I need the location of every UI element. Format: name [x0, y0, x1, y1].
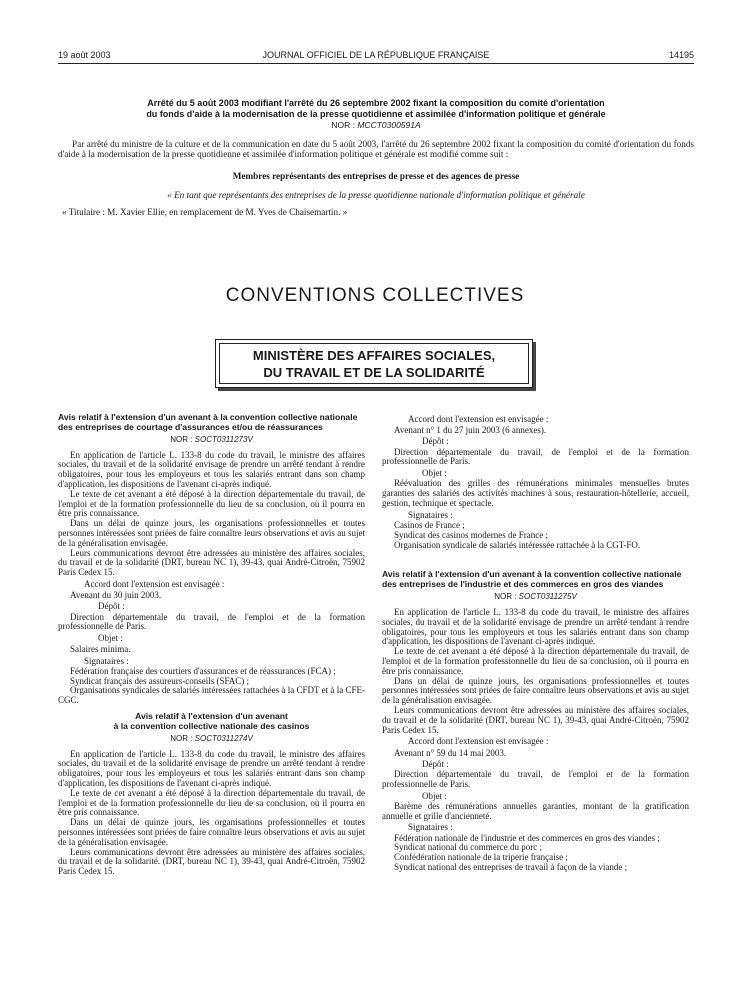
avis3-nor — [58, 734, 365, 744]
avis4-nor-code: SOCT0311275V — [518, 591, 577, 601]
arrete-section — [58, 98, 694, 217]
avis4-sig4: Syndicat national des entreprises de travail à façon de la viande ; — [394, 861, 628, 872]
page-header — [58, 50, 694, 64]
page-number: 14195 — [668, 50, 694, 60]
header-rule — [58, 63, 694, 64]
avis4-p4: Leurs communications devront être adressées au ministère des affaires sociales, du travail et de la solidarité (DRT, bureau NC 1), 39-43, quai André-Citroën, 75902 Paris Cedex 15. — [382, 704, 689, 735]
avis1-sig2: Syndicat français des assureurs-conseils (SFAC) ; — [70, 675, 250, 686]
avis3-title-line1: Avis relatif à l'extension d'un avenant — [135, 710, 288, 721]
ministry-box — [215, 339, 533, 388]
right-column — [382, 413, 689, 873]
avis3-p4: Leurs communications devront être adressées au ministère des affaires sociales, du travail et de la solidarité. (DRT, bureau NC 1), 39-43, quai André-Citroën, 75902 Paris Cedex 15. — [58, 846, 365, 877]
avis4-title: Avis relatif à l'extension d'un avenant à la convention collective nationale des entreprises de l'industrie et des commerces en gros des viandes — [382, 569, 682, 590]
arrete-nor — [58, 120, 694, 131]
conventions-title: CONVENTIONS COLLECTIVES — [225, 285, 525, 306]
avis1-depot-label: Dépôt : — [98, 601, 125, 612]
avis4-p3: Dans un délai de quinze jours, les organisations professionnelles et toutes personnes intéressées sont priées de faire connaître leurs observations et avis au sujet de la généralisation envisagée. — [382, 675, 689, 706]
avis3-title-line2: à la convention collective nationale des casinos — [113, 720, 310, 731]
arrete-title — [68, 98, 684, 120]
avis1-nor-code: SOCT0311273V — [194, 434, 253, 444]
avis4-sig2: Syndicat national du commerce du porc ; — [394, 842, 542, 853]
avis1-accord: Accord dont l'extension est envisagée : — [84, 578, 225, 589]
avis1-nor — [58, 435, 365, 445]
left-column — [58, 413, 365, 877]
avis2-sig2: Syndicat des casinos modernes de France ; — [394, 529, 548, 540]
avis1-avenant: Avenant du 30 juin 2003. — [70, 590, 162, 601]
avis2-accord: Accord dont l'extension est envisagée : — [408, 414, 549, 424]
avis2-depot: Direction départementale du travail, de l'emploi et de la formation professionnelle de Paris. — [382, 446, 689, 467]
avis1-title: Avis relatif à l'extension d'un avenant à la convention collective nationale des entreprises de courtage d'assurances et/ou de réassurances — [58, 412, 358, 432]
nor-label: NOR : — [331, 120, 355, 130]
avis1-sig1: Fédération française des courtiers d'assurances et de réassurances (FCA) ; — [70, 665, 336, 676]
avis4-nor — [382, 592, 689, 602]
avis4-nor-label: NOR : — [494, 591, 517, 601]
avis3-title — [58, 712, 365, 732]
avis3-p2: Le texte de cet avenant a été déposé à la direction départementale du travail, de l'emploi et de la formation professionnelle du lieu de sa conclusion, où il pourra en être pris connaissance. — [58, 787, 365, 818]
arrete-italic-line: « En tant que représentants des entreprises de la presse quotidienne nationale d'information politique et générale — [167, 189, 585, 200]
nor-code: MCCT0300591A — [357, 120, 421, 130]
header-date: 19 août 2003 — [58, 50, 111, 60]
avis4-p1: En application de l'article L. 133-8 du code du travail, le ministre des affaires sociales, du travail et de la solidarité envisage de prendre un arrêté tendant à rendre obligatoires, pour tous les employeurs et tous les salariés entrant dans son champ d'application, les dispositions de l'avenant ci-après indiqué. — [382, 606, 689, 647]
avis4-signataires-label: Signataires : — [408, 822, 453, 833]
journal-title: JOURNAL OFFICIEL DE LA RÉPUBLIQUE FRANÇAISE — [262, 50, 490, 60]
avis1-p1: En application de l'article L. 133-8 du code du travail, le ministre des affaires sociales, du travail et de la solidarité envisage de prendre un arrêté tendant à rendre obligatoires, pour tous les employeurs et tous les salariés entrant dans son champ d'application, les dispositions de l'avenant ci-après indiqué. — [58, 449, 365, 489]
avis4-depot: Direction départementale du travail, de l'emploi et de la formation professionnelle de Paris. — [382, 768, 689, 789]
avis4-objet: Barème des rémunérations annuelles garanties, montant de la gratification annuelle et grille d'ancienneté. — [382, 800, 689, 821]
avis2-depot-label: Dépôt : — [422, 436, 449, 447]
arrete-section-heading: Membres représentants des entreprises de presse et des agences de presse — [232, 170, 520, 181]
avis2-signataires-label: Signataires : — [408, 509, 453, 520]
avis1-p4: Leurs communications devront être adressées au ministère des affaires sociales, du travail et de la solidarité (DRT, bureau NC 1), 39-43, quai André-Citroën, 75902 Paris Cedex 15. — [58, 547, 365, 578]
avis3-p3: Dans un délai de quinze jours, les organisations professionnelles et toutes personnes intéressées sont priées de faire connaître leurs observations et avis au sujet de la généralisation envisagée. — [58, 817, 365, 847]
avis3-nor-code: SOCT0311274V — [194, 733, 253, 743]
avis1-p2: Le texte de cet avenant a été déposé à la direction départementale du travail, de l'emploi et de la formation professionnelle du lieu de sa conclusion, où il pourra en être pris connaissance. — [58, 488, 365, 519]
ministry-line1: MINISTÈRE DES AFFAIRES SOCIALES, — [252, 348, 496, 363]
avis1-objet-label: Objet : — [98, 633, 123, 644]
avis2-sig3: Organisation syndicale de salariés intéressée rattachée à la CGT-FO. — [394, 539, 641, 550]
arrete-title-line2: du fonds d'aide à la modernisation de la presse quotidienne et assimilée d'information politique et générale — [146, 109, 606, 119]
avis2-avenant: Avenant n° 1 du 27 juin 2003 (6 annexes). — [394, 425, 547, 436]
avis1-nor-label: NOR : — [170, 434, 193, 444]
avis4-p2: Le texte de cet avenant a été déposé à la direction départementale du travail, de l'emploi et de la formation professionnelle du lieu de sa conclusion, où il pourra en être pris connaissance. — [382, 646, 689, 676]
avis3-nor-label: NOR : — [170, 733, 193, 743]
avis1-sig3: Organisations syndicales de salariés intéressées rattachées à la CFDT et à la CFE-CGC. — [58, 685, 365, 706]
avis4-accord: Accord dont l'extension est envisagée : — [408, 736, 549, 747]
arrete-body: Par arrêté du ministre de la culture et de la communication en date du 5 août 2003, l'arrêté du 26 septembre 2002 fixant la composition du comité d'orientation du fonds d'aide à la modernisation de la presse quotidienne et assimilée d'information politique et générale est modifié comme suit : — [58, 139, 694, 160]
avis1-p3: Dans un délai de quinze jours, les organisations professionnelles et toutes personnes intéressées sont priées de faire connaître leurs observations et avis au sujet de la généralisation envisagée. — [58, 518, 365, 548]
avis4-objet-label: Objet : — [422, 790, 447, 801]
avis1-depot: Direction départementale du travail, de l'emploi et de la formation professionnelle de Paris. — [58, 611, 365, 632]
avis4-avenant: Avenant n° 59 du 14 mai 2003. — [394, 747, 507, 758]
avis4-sig3: Confédération nationale de la triperie française ; — [394, 852, 568, 863]
avis4-sig1: Fédération nationale de l'industrie et des commerces en gros des viandes ; — [394, 832, 660, 843]
avis1-signataires-label: Signataires : — [84, 655, 129, 666]
avis2-objet-label: Objet : — [422, 468, 447, 479]
avis2-sig1: Casinos de France ; — [394, 520, 465, 530]
avis3-p1: En application de l'article L. 133-8 du code du travail, le ministre des affaires sociales, du travail et de la solidarité envisage de prendre un arrêté tendant à rendre obligatoires, pour tous les employeurs et tous les salariés entrant dans son champ d'application, les dispositions de l'avenant ci-après indiqué. — [58, 748, 365, 788]
avis2-objet: Réévaluation des grilles des rémunérations minimales mensuelles brutes garanties des salariés des activités machines à sous, restauration-hôtellerie, accueil, gestion, technique et spectacle. — [382, 478, 689, 508]
avis4-depot-label: Dépôt : — [422, 758, 449, 769]
ministry-line2: DU TRAVAIL ET DE LA SOLIDARITÉ — [263, 365, 485, 380]
ministry-box-inner — [219, 343, 529, 384]
arrete-title-line1: Arrêté du 5 août 2003 modifiant l'arrêté du 26 septembre 2002 fixant la composition du comité d'orientation — [147, 98, 605, 108]
avis1-objet: Salaires minima. — [70, 644, 131, 655]
arrete-titulaire: « Titulaire : M. Xavier Ellie, en remplacement de M. Yves de Chaisemartin. » — [62, 206, 348, 217]
